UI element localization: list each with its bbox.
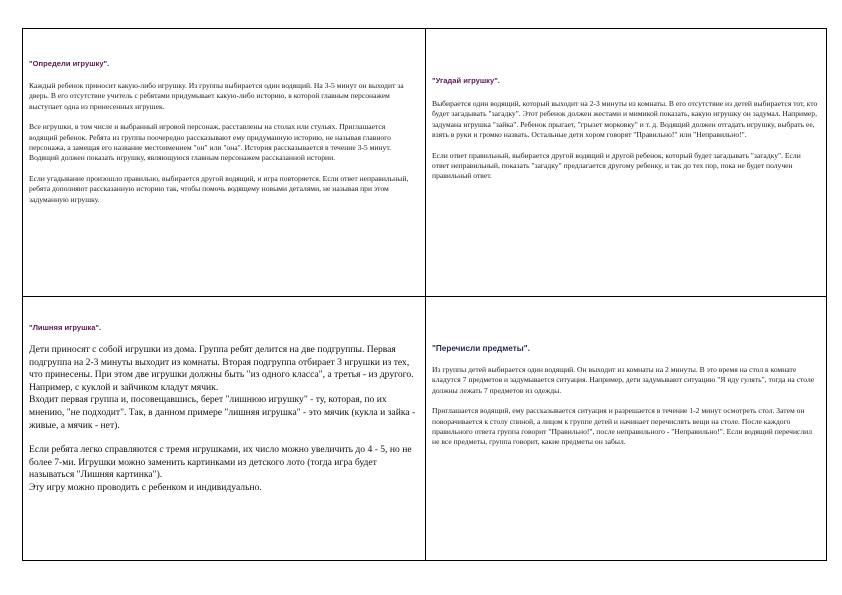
card-list-objects — [432, 344, 818, 559]
card-paragraph: Если угадывание произошло правильно, выбирается другой водящий, и игра повторяется. Если ответ неправильный, ребята дополняют рассказанную историю так, чтобы помочь водящему новыми деталями, не называя при этом задуманную игрушку. — [29, 173, 409, 204]
card-determine-toy — [29, 59, 415, 291]
card-guess-toy — [432, 76, 818, 291]
card-paragraph: Каждый ребенок приносит какую-либо игрушку. Из группы выбирается один водящий. На 3-5 минут он выходит за дверь. В его отсутствие учитель с ребятами придумывает какую-либо историю, в которой главным персонажем выступает одна из принесенных игрушек. — [29, 81, 404, 111]
card-title: "Определи игрушку". — [29, 59, 110, 68]
vertical-divider — [425, 29, 426, 560]
card-paragraph: Приглашается водящий, ему рассказывается ситуация и разрешается в течение 1-2 минут осмотреть стол. Затем он поворачивается к столу спиной, а лицом к группе детей и начинает перечислять вещи на столе. После каждого правильного ответа группа говорит "Правильно!", после неправильного - "Неправильно!". Если водящий перечислил не все предметы, группа говорит, какие предметы он забыл. — [432, 406, 813, 447]
card-paragraph: Выбирается один водящий, который выходит на 2-3 минуты из комнаты. В его отсутствие из детей выбирается тот, кто будет загадывать "загадку". Этот ребенок должен жестами и мимикой показать, какую игрушку он задумал. Например, задумана игрушка "зайка". Ребенок прыгает, "грызет морковку" и т. д. Водящий должен отгадать игрушку, выбрать ее, взять в руки и громко назвать. Остальные дети хором говорят "Правильно!" или "Неправильно!". — [432, 99, 818, 140]
card-paragraph: Дети приносят с собой игрушки из дома. Группа ребят делится на две подгруппы. Первая подгруппа на 2-3 минуты выходит из комнаты. Вторая подгруппа отбирает 3 игрушки из тех, что принесены. При этом две игрушки должны быть "из одного класса", а третья - из другого. Например, с куклой и зайчиком кладут мячик. — [29, 344, 414, 393]
card-title: "Лишняя игрушка". — [29, 323, 102, 332]
card-paragraph: Входит первая группа и, посовещавшись, берет "лишнюю игрушку" - ту, которая, по их мнению, "не подходит". Так, в данном примере "лишняя игрушка" - это мячик (кукла и зайка - живые, а мячик - нет). — [29, 394, 416, 431]
card-paragraph: Эту игру можно проводить с ребенком и индивидуально. — [29, 481, 262, 493]
card-paragraph: Если ответ правильный, выбирается другой водящий и другой ребенок, который будет загадывать "загадку". Если ответ неправильный, показать "загадку" предлагается другому ребенку, и так до тех пор, пока не будет получен правильный ответ. — [432, 150, 801, 181]
page-grid — [22, 28, 827, 561]
card-paragraph: Если ребята легко справляются с тремя игрушками, их число можно увеличить до 4 - 5, но не более 7-ми. Игрушки можно заменить картинками из детского лото (тогда игра будет называться "Лишняя картинка"). — [29, 444, 412, 481]
card-paragraph: Из группы детей выбирается один водящий. Он выходит из комнаты на 2 минуты. В это время на стол в комнате кладутся 7 предметов и задумывается ситуация. Например, дети задумывают ситуацию "Я иду гулять", тогда на столе должны лежать 7 предметов из одежды. — [432, 365, 815, 395]
horizontal-divider — [23, 296, 826, 297]
card-extra-toy — [29, 323, 419, 559]
card-title: "Угадай игрушку". — [432, 76, 500, 85]
card-paragraph: Все игрушки, в том числе и выбранный игровой персонаж, расставлены на столах или стульях. Приглашается водящий ребенок. Ребята из группы поочередно рассказывают ему придуманную историю, не называя главного персонажа, а замещая его название местоимением "он" или "она". История рассказывается в течение 3-5 минут. Водящий должен показать игрушку, являющуюся главным персонажем рассказанной истории. — [29, 122, 391, 163]
card-title: "Перечисли предметы". — [432, 344, 530, 353]
